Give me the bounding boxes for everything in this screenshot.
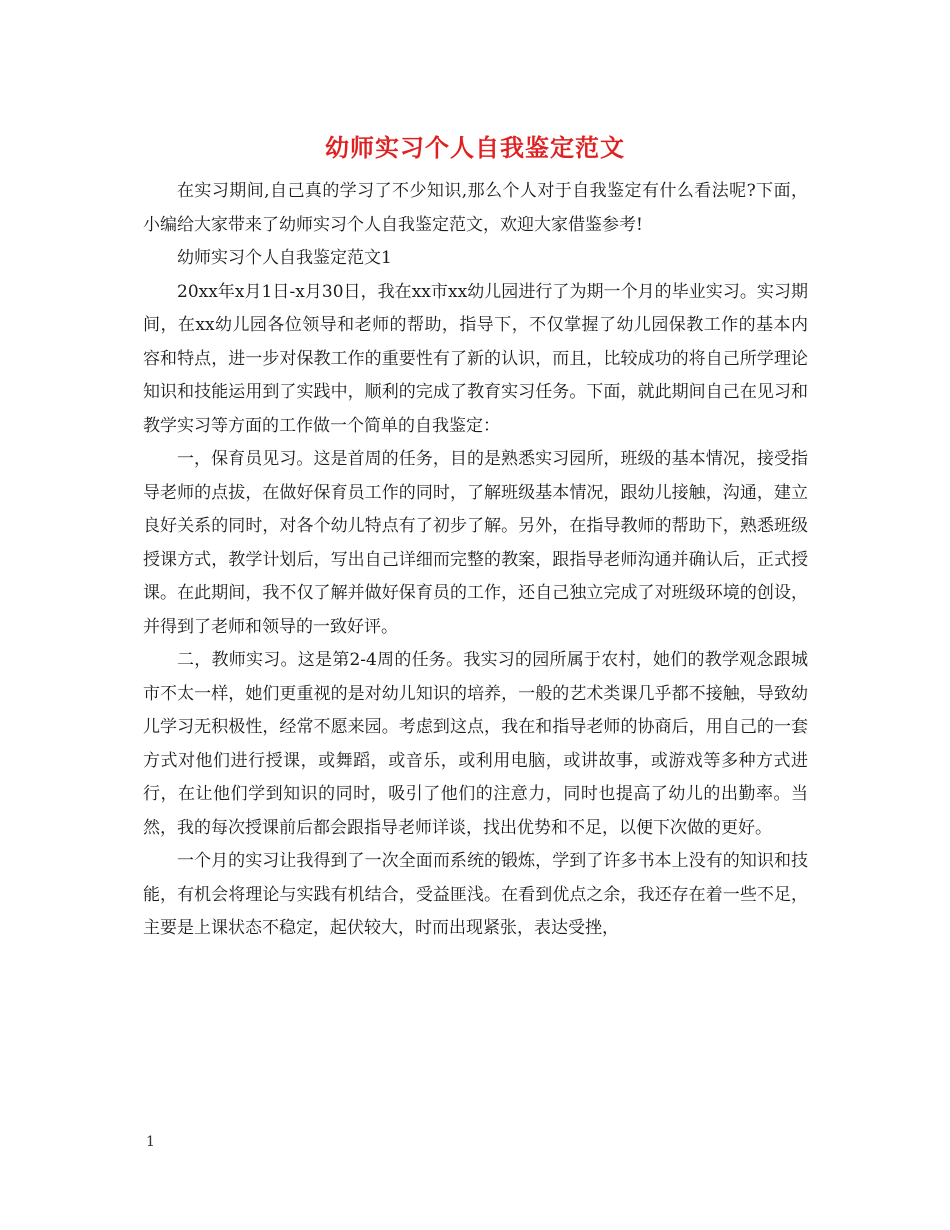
- paragraph-section-heading: 幼师实习个人自我鉴定范文1: [177, 248, 392, 268]
- paragraph-part-one: 一，保育员见习。这是首周的任务，目的是熟悉实习园所，班级的基本情况，接受指导老师的点拔，在做好保育员工作的同时，了解班级基本情况，跟幼儿接触，沟通，建立良好关系的同时，对各个幼儿特点有了初步了解。另外，在指导教师的帮助下，熟悉班级授课方式，教学计划后，写出自己详细而完整的教案，跟指导老师沟通并确认后，正式授课。在此期间，我不仅了解并做好保育员的工作，还自己独立完成了对班级环境的创设，并得到了老师和领导的一致好评。: [143, 449, 808, 637]
- paragraph-part-two: 二，教师实习。这是第2-4周的任务。我实习的园所属于农村，她们的教学观念跟城市不太一样，她们更重视的是对幼儿知识的培养，一般的艺术类课几乎都不接触，导致幼儿学习无积极性，经常不愿来园。考虑到这点，我在和指导老师的协商后，用自己的一套方式对他们进行授课，或舞蹈，或音乐，或利用电脑，或讲故事，或游戏等多种方式进行，在让他们学到知识的同时，吸引了他们的注意力，同时也提高了幼儿的出勤率。当然，我的每次授课前后都会跟指导老师详谈，找出优势和不足，以便下次做的更好。: [143, 650, 808, 838]
- document-title: 幼师实习个人自我鉴定范文: [325, 133, 625, 162]
- paragraph-overview: 20xx年x月1日-x月30日，我在xx市xx幼儿园进行了为期一个月的毕业实习。实习期间，在xx幼儿园各位领导和老师的帮助，指导下，不仅掌握了幼儿园保教工作的基本内容和特点，进一步对保教工作的重要性有了新的认识，而且，比较成功的将自己所学理论知识和技能运用到了实践中，顺利的完成了教育实习任务。下面，就此期间自己在见习和教学实习等方面的工作做一个简单的自我鉴定：: [143, 281, 808, 436]
- paragraph-summary: 一个月的实习让我得到了一次全面而系统的锻炼，学到了许多书本上没有的知识和技能，有机会将理论与实践有机结合，受益匪浅。在看到优点之余，我还存在着一些不足，主要是上课状态不稳定，起伏较大，时而出现紧张，表达受挫，: [143, 851, 808, 938]
- paragraph-intro: 在实习期间,自己真的学习了不少知识,那么个人对于自我鉴定有什么看法呢?下面，小编给大家带来了幼师实习个人自我鉴定范文，欢迎大家借鉴参考!: [143, 181, 808, 235]
- document-body: [143, 175, 808, 946]
- page-number: 1: [146, 1134, 155, 1150]
